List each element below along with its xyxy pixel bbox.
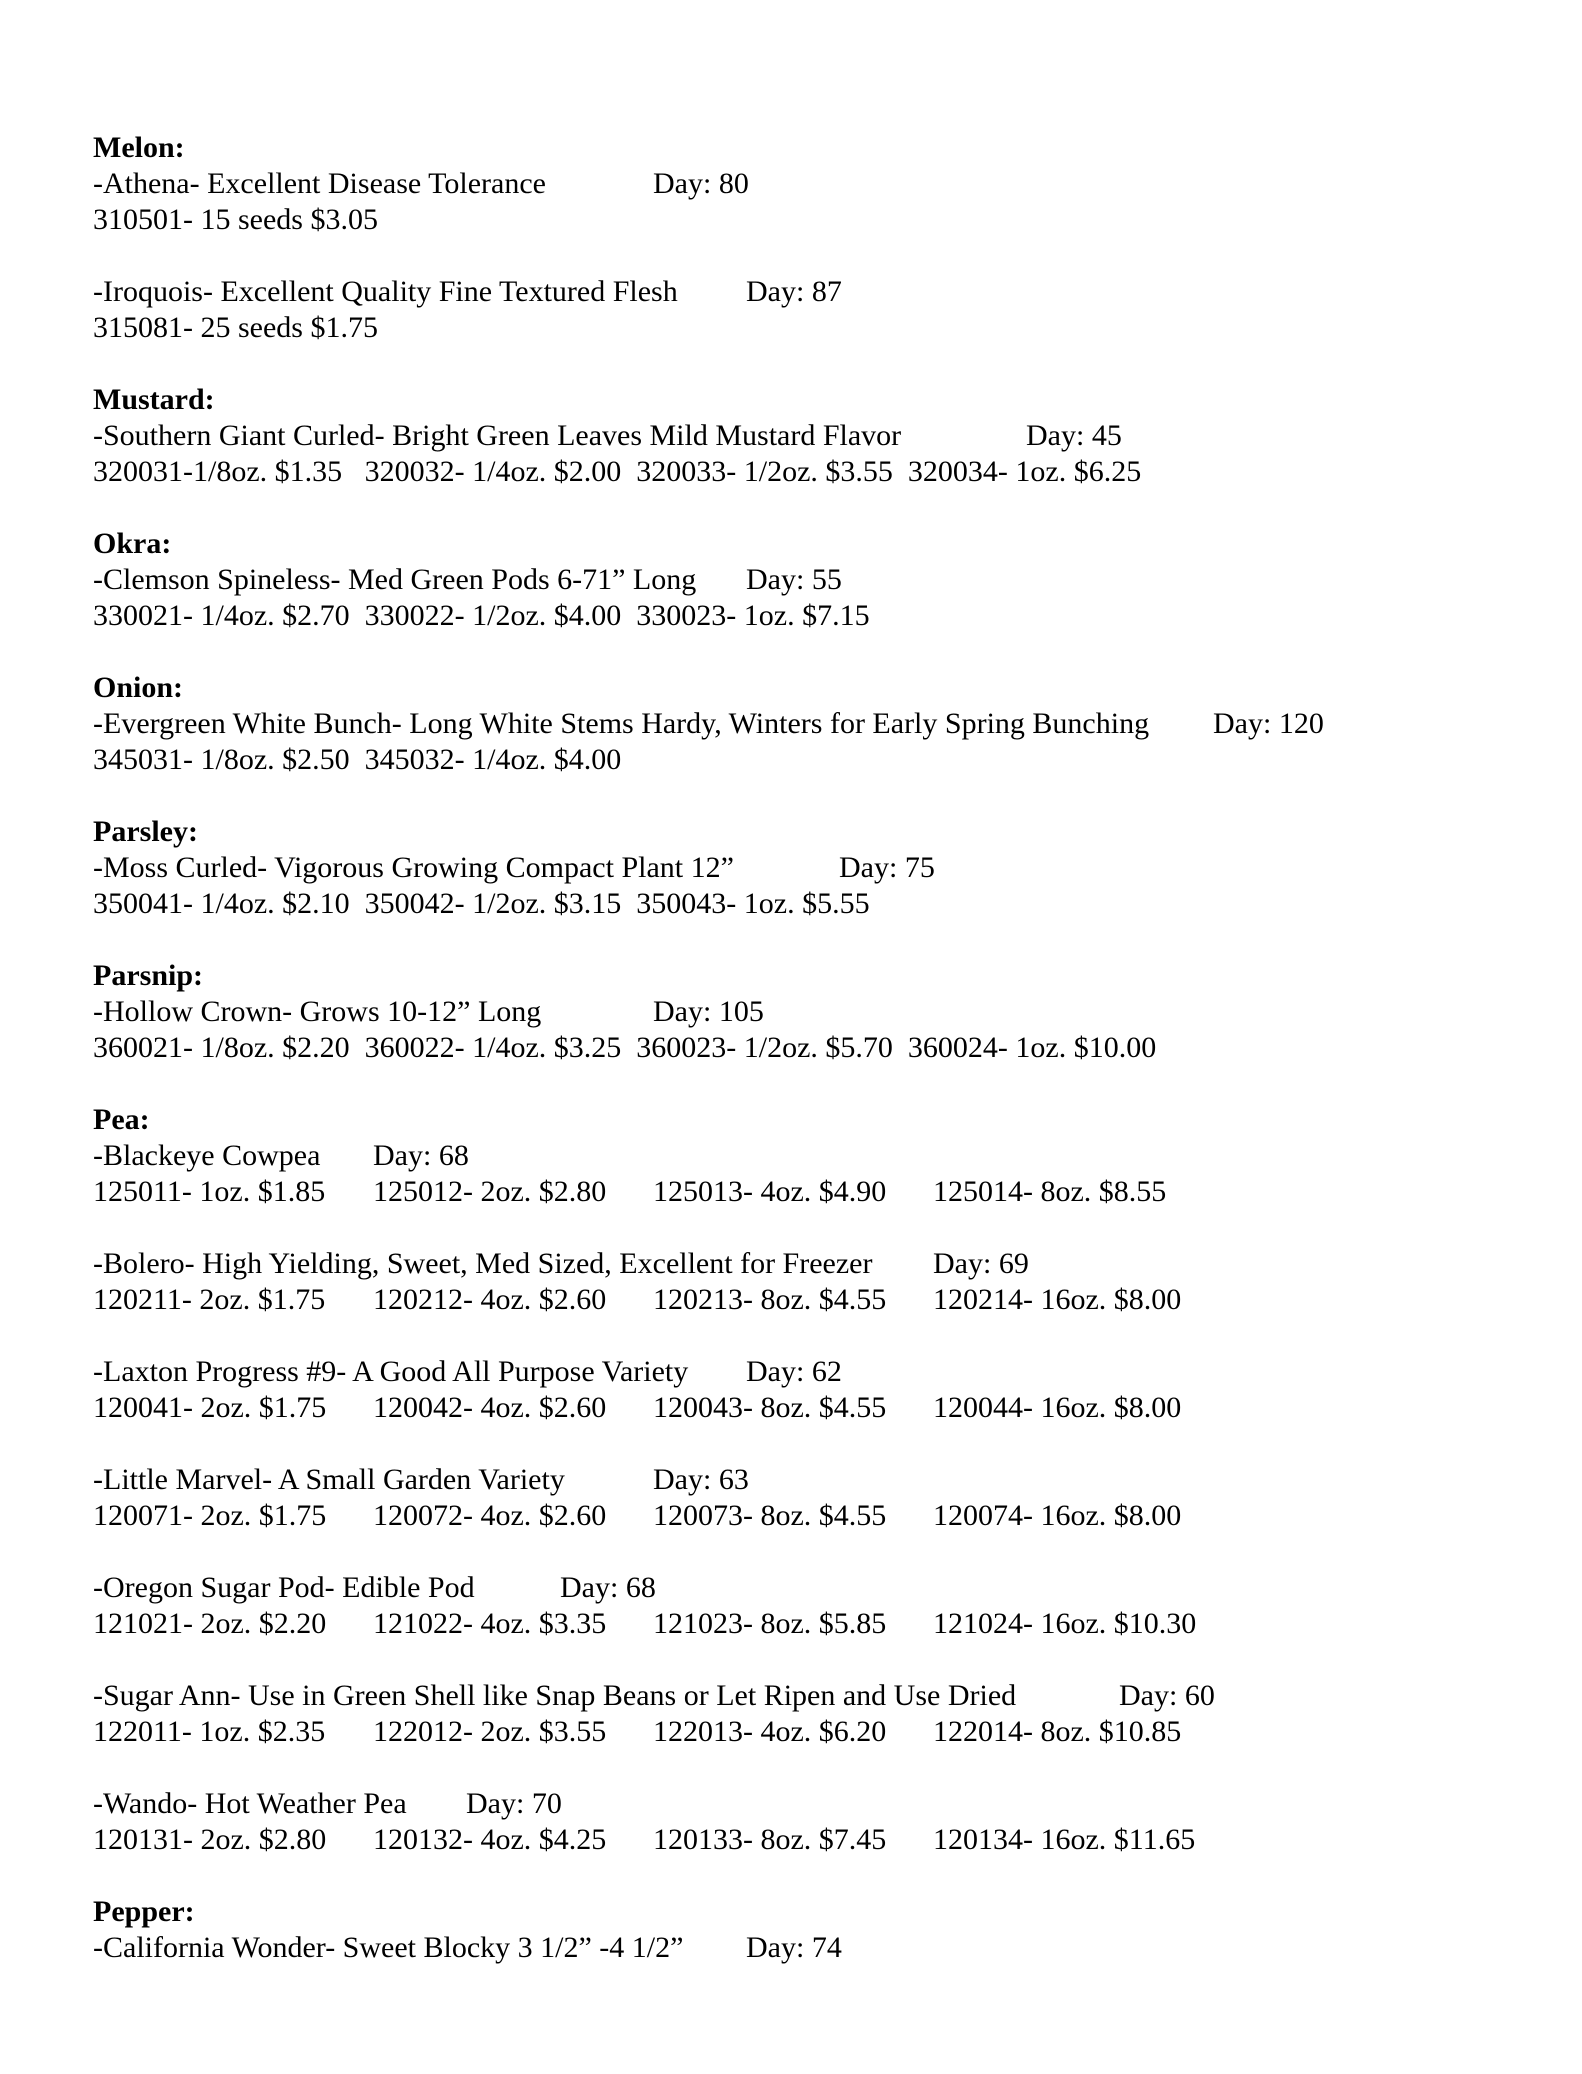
price-item: 121021- 2oz. $2.20 [93,1607,327,1640]
section-heading: Melon: [93,131,185,164]
price-item: 120132- 4oz. $4.25 [373,1823,607,1856]
variety-line [0,1570,1582,1606]
variety-description: -Athena- Excellent Disease Tolerance [93,167,546,200]
price-line [0,742,1582,778]
days-to-maturity: Day: 87 [746,275,842,308]
price-item: 360021- 1/8oz. $2.20 360022- 1/4oz. $3.25 360023- 1/2oz. $5.70 360024- 1oz. $10.00 [93,1031,1157,1064]
price-line [0,454,1582,490]
days-to-maturity: Day: 105 [653,995,764,1028]
price-item: 120072- 4oz. $2.60 [373,1499,607,1532]
price-item: 120044- 16oz. $8.00 [933,1391,1182,1424]
variety-line [0,1138,1582,1174]
variety-line [0,274,1582,310]
price-item: 350041- 1/4oz. $2.10 350042- 1/2oz. $3.15 350043- 1oz. $5.55 [93,887,870,920]
section-heading: Pea: [93,1103,150,1136]
variety-line [0,562,1582,598]
price-item: 120043- 8oz. $4.55 [653,1391,887,1424]
days-to-maturity: Day: 120 [1213,707,1324,740]
section-heading: Parsnip: [93,959,204,992]
price-item: 120041- 2oz. $1.75 [93,1391,327,1424]
section-heading-pepper [0,1894,1582,1930]
price-item: 330021- 1/4oz. $2.70 330022- 1/2oz. $4.00 330023- 1oz. $7.15 [93,599,870,632]
price-line [0,1606,1582,1642]
variety-description: -Moss Curled- Vigorous Growing Compact Plant 12” [93,851,734,884]
price-item: 125014- 8oz. $8.55 [933,1175,1167,1208]
section-heading-melon [0,130,1582,166]
section-heading: Mustard: [93,383,215,416]
price-line [0,1714,1582,1750]
price-line [0,1030,1582,1066]
section-heading-pea [0,1102,1582,1138]
days-to-maturity: Day: 63 [653,1463,749,1496]
price-line [0,310,1582,346]
price-item: 122011- 1oz. $2.35 [93,1715,326,1748]
price-line [0,598,1582,634]
section-heading-mustard [0,382,1582,418]
price-item: 120211- 2oz. $1.75 [93,1283,326,1316]
variety-line [0,1786,1582,1822]
price-line [0,1822,1582,1858]
days-to-maturity: Day: 70 [466,1787,562,1820]
price-line [0,1174,1582,1210]
days-to-maturity: Day: 68 [560,1571,656,1604]
price-item: 120074- 16oz. $8.00 [933,1499,1182,1532]
price-item: 121024- 16oz. $10.30 [933,1607,1197,1640]
variety-line [0,1354,1582,1390]
price-item: 120134- 16oz. $11.65 [933,1823,1196,1856]
days-to-maturity: Day: 45 [1026,419,1122,452]
variety-line [0,706,1582,742]
days-to-maturity: Day: 69 [933,1247,1029,1280]
days-to-maturity: Day: 80 [653,167,749,200]
variety-line [0,166,1582,202]
price-line [0,1282,1582,1318]
price-item: 120214- 16oz. $8.00 [933,1283,1182,1316]
section-heading-parsnip [0,958,1582,994]
price-item: 122014- 8oz. $10.85 [933,1715,1182,1748]
price-item: 120071- 2oz. $1.75 [93,1499,327,1532]
variety-line [0,1462,1582,1498]
price-item: 125013- 4oz. $4.90 [653,1175,887,1208]
price-item: 125012- 2oz. $2.80 [373,1175,607,1208]
section-heading: Onion: [93,671,184,704]
price-item: 310501- 15 seeds $3.05 [93,203,378,236]
price-line [0,1390,1582,1426]
section-heading-onion [0,670,1582,706]
days-to-maturity: Day: 74 [746,1931,842,1964]
section-heading: Okra: [93,527,172,560]
price-line [0,886,1582,922]
variety-description: -Blackeye Cowpea [93,1139,321,1172]
price-item: 120073- 8oz. $4.55 [653,1499,887,1532]
price-line [0,202,1582,238]
variety-description: -Clemson Spineless- Med Green Pods 6-71” Long [93,563,697,596]
section-heading-parsley [0,814,1582,850]
variety-line [0,1246,1582,1282]
variety-description: -Southern Giant Curled- Bright Green Leaves Mild Mustard Flavor [93,419,902,452]
section-heading-okra [0,526,1582,562]
days-to-maturity: Day: 55 [746,563,842,596]
variety-description: -Hollow Crown- Grows 10-12” Long [93,995,542,1028]
variety-description: -California Wonder- Sweet Blocky 3 1/2” -4 1/2” [93,1931,684,1964]
variety-line [0,994,1582,1030]
price-item: 122012- 2oz. $3.55 [373,1715,607,1748]
price-item: 320031-1/8oz. $1.35 320032- 1/4oz. $2.00 320033- 1/2oz. $3.55 320034- 1oz. $6.25 [93,455,1142,488]
variety-line [0,850,1582,886]
price-item: 345031- 1/8oz. $2.50 345032- 1/4oz. $4.00 [93,743,622,776]
section-heading: Pepper: [93,1895,195,1928]
variety-line [0,418,1582,454]
price-item: 121023- 8oz. $5.85 [653,1607,887,1640]
variety-line [0,1930,1582,1966]
price-item: 120131- 2oz. $2.80 [93,1823,327,1856]
variety-description: -Sugar Ann- Use in Green Shell like Snap Beans or Let Ripen and Use Dried [93,1679,1017,1712]
price-item: 120212- 4oz. $2.60 [373,1283,607,1316]
section-heading: Parsley: [93,815,198,848]
price-item: 315081- 25 seeds $1.75 [93,311,378,344]
variety-description: -Laxton Progress #9- A Good All Purpose Variety [93,1355,689,1388]
price-item: 125011- 1oz. $1.85 [93,1175,326,1208]
price-item: 121022- 4oz. $3.35 [373,1607,607,1640]
price-item: 120042- 4oz. $2.60 [373,1391,607,1424]
days-to-maturity: Day: 68 [373,1139,469,1172]
days-to-maturity: Day: 75 [839,851,935,884]
days-to-maturity: Day: 60 [1119,1679,1215,1712]
variety-description: -Evergreen White Bunch- Long White Stems Hardy, Winters for Early Spring Bunching [93,707,1150,740]
variety-description: -Oregon Sugar Pod- Edible Pod [93,1571,475,1604]
price-line [0,1498,1582,1534]
variety-line [0,1678,1582,1714]
price-item: 120133- 8oz. $7.45 [653,1823,887,1856]
price-item: 122013- 4oz. $6.20 [653,1715,887,1748]
variety-description: -Iroquois- Excellent Quality Fine Textured Flesh [93,275,678,308]
variety-description: -Bolero- High Yielding, Sweet, Med Sized, Excellent for Freezer [93,1247,873,1280]
price-item: 120213- 8oz. $4.55 [653,1283,887,1316]
variety-description: -Wando- Hot Weather Pea [93,1787,407,1820]
days-to-maturity: Day: 62 [746,1355,842,1388]
variety-description: -Little Marvel- A Small Garden Variety [93,1463,565,1496]
